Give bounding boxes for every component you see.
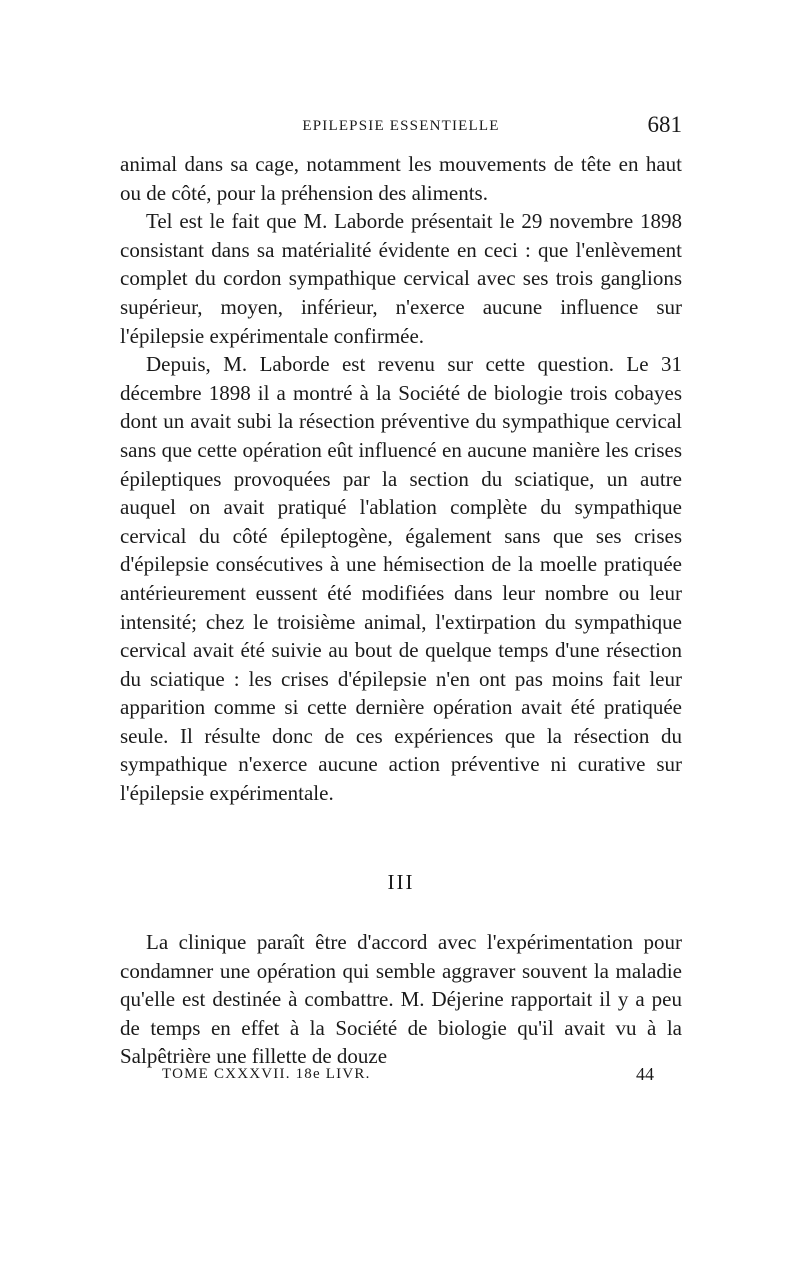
section-heading: III — [387, 870, 415, 894]
paragraph-1: animal dans sa cage, notamment les mouvements de tête en haut ou de côté, pour la préhension des aliments. — [120, 152, 682, 205]
paragraph-3: Depuis, M. Laborde est revenu sur cette question. Le 31 décembre 1898 il a montré à la Société de biologie trois cobayes dont un avait subi la résection préventive du sympathique cervical sans que cette opération eût influencé en aucune manière les crises épileptiques provoquées par la section du sciatique, un autre auquel on avait pratiqué l'ablation complète du sympathique cervical du côté épileptogène, également sans que ses crises d'épilepsie consécutives à une hémisection de la moelle pratiquée antérieurement eussent été modifiées dans leur nombre ou leur intensité; chez le troisième animal, l'extirpation du sympathique cervical avait été suivie au bout de quelque temps d'une résection du sciatique : les crises d'épilepsie n'en ont pas moins fait leur apparition comme si cette dernière opération avait été pratiquée seule. Il résulte donc de ces expériences que la résection du sympathique n'exerce aucune action préventive ni curative sur l'épilepsie expérimentale. — [120, 352, 682, 806]
paragraph-2: Tel est le fait que M. Laborde présentait le 29 novembre 1898 consistant dans sa matérialité évidente en ceci : que l'enlèvement complet du cordon sympathique cervical avec ses trois ganglions supérieur, moyen, inférieur, n'exerce aucune influence sur l'épilepsie expérimentale confirmée. — [120, 209, 682, 348]
paragraph-4: La clinique paraît être d'accord avec l'expérimentation pour condamner une opération qui semble aggraver souvent la maladie qu'elle est destinée à combattre. M. Déjerine rapportait il y a peu de temps en effet à la Société de biologie qu'il avait vu à la Salpêtrière une fillette de douze — [120, 930, 682, 1069]
running-head — [120, 112, 682, 142]
body-text — [120, 150, 682, 808]
footer-signature — [162, 1066, 654, 1096]
page-number: 681 — [647, 112, 682, 137]
section-body-text — [120, 928, 682, 1071]
running-title: EPILEPSIE ESSENTIELLE — [302, 118, 500, 134]
signature-text: TOME CXXXVII. 18e LIVR. — [162, 1066, 371, 1082]
signature-mark: 44 — [636, 1064, 654, 1084]
